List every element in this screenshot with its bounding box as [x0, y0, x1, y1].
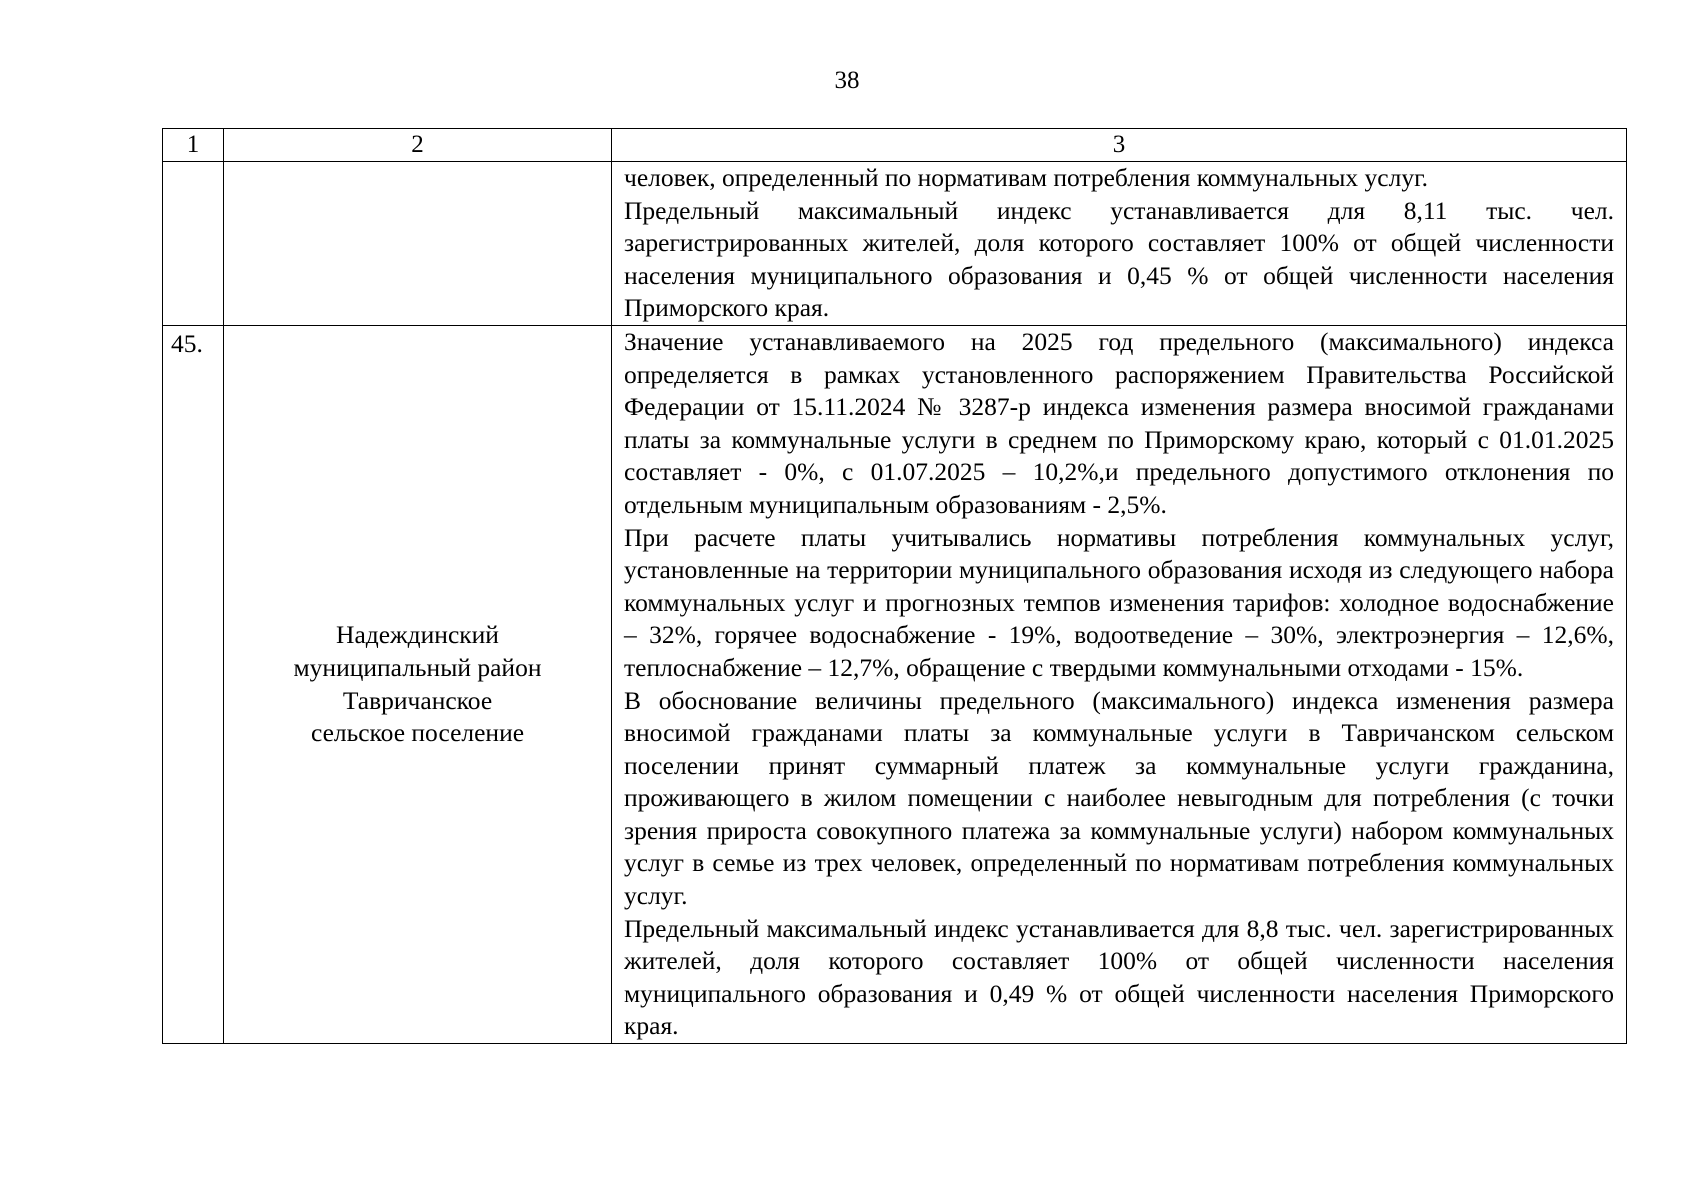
row-name-cell [224, 162, 612, 326]
description-paragraph: В обоснование величины предельного (максимального) индекса изменения размера вносимой гражданами платы за коммунальные услуги в Тавричанском сельском поселении принят суммарный платеж за коммунальные услуги гражданина, проживающего в жилом помещении с наиболее невыгодным для потребления (с точки зрения прироста совокупного платежа за коммунальные услуги) набором коммунальных услуг в семье из трех человек, определенный по нормативам потребления коммунальных услуг. [624, 685, 1614, 911]
municipality-name-line: сельское поселение [310, 718, 525, 748]
description-paragraph: человек, определенный по нормативам потребления коммунальных услуг. [624, 163, 1429, 192]
municipal-index-table [162, 128, 1627, 1044]
table-header-row [163, 129, 1627, 162]
description-paragraph: Предельный максимальный индекс устанавливается для 8,11 тыс. чел. зарегистрированных жителей, доля которого составляет 100% от общей численности населения муниципального образования и 0,45 % от общей численности населения Приморского края. [624, 195, 1614, 323]
description-paragraph: Предельный максимальный индекс устанавливается для 8,8 тыс. чел. зарегистрированных жителей, доля которого составляет 100% от общей численности населения муниципального образования и 0,49 % от общей численности населения Приморского края. [624, 913, 1614, 1041]
column-header-number: 1 [163, 129, 224, 162]
row-number-cell [163, 162, 224, 326]
page-number: 38 [834, 67, 860, 94]
row-name-cell [224, 325, 612, 1043]
municipality-name-line: Тавричанское [342, 685, 493, 715]
table-row-continuation [163, 162, 1627, 326]
row-description-cell [612, 162, 1627, 326]
column-header-name: 2 [224, 129, 612, 162]
column-header-description: 3 [612, 129, 1627, 162]
description-paragraph: Значение устанавливаемого на 2025 год предельного (максимального) индекса определяется в рамках установленного распоряжением Правительства Российской Федерации от 15.11.2024 № 3287-р индекса изменения размера вносимой гражданами платы за коммунальные услуги в среднем по Приморскому краю, который с 01.01.2025 составляет - 0%, с 01.07.2025 – 10,2%,и предельного допустимого отклонения по отдельным муниципальным образованиям - 2,5%. [624, 326, 1614, 519]
municipality-name-line: Надеждинский [336, 620, 499, 650]
description-paragraph: При расчете платы учитывались нормативы потребления коммунальных услуг, установленные на территории муниципального образования исходя из следующего набора коммунальных услуг и прогнозных темпов изменения тарифов: холодное водоснабжение – 32%, горячее водоснабжение - 19%, водоотведение – 30%, электроэнергия – 12,6%, теплоснабжение – 12,7%, обращение с твердыми коммунальными отходами - 15%. [624, 522, 1614, 682]
row-description-cell [612, 325, 1627, 1043]
table-row-45 [163, 325, 1627, 1043]
row-number-cell: 45. [163, 325, 224, 1043]
municipality-name-line: муниципальный район [293, 652, 542, 682]
